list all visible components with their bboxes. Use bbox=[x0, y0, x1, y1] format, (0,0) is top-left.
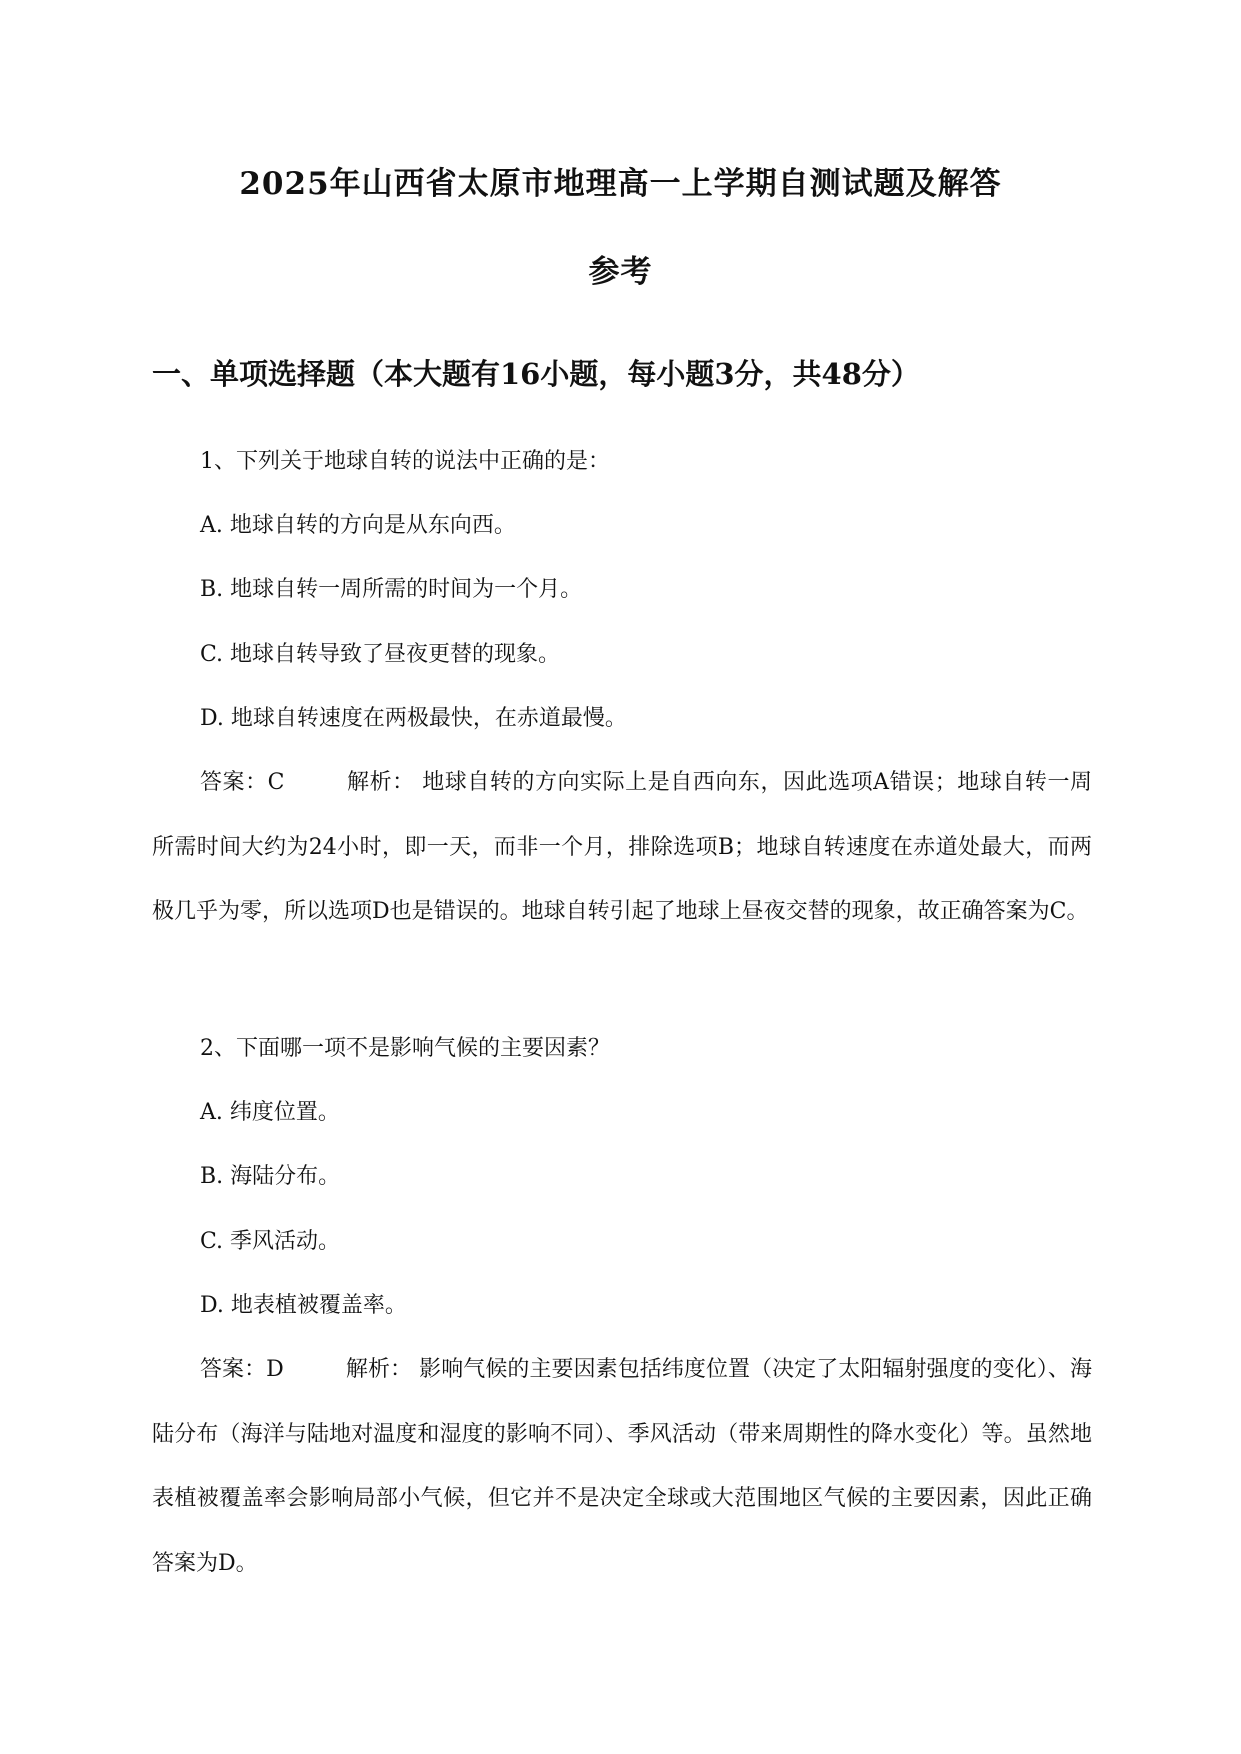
question-2-analysis-text: 影响气候的主要因素包括纬度位置（决定了太阳辐射强度的变化）、海陆分布（海洋与陆地对温度和湿度的影响不同）、季风活动（带来周期性的降水变化）等。虽然地表植被覆盖率会影响局部小气候，但它并不是决定全球或大范围地区气候的主要因素，因此正确答案为D。 bbox=[152, 1357, 1092, 1576]
question-1-answer-analysis bbox=[152, 751, 1092, 945]
question-2-answer: 答案：D bbox=[200, 1357, 284, 1382]
question-1-option-a: A. 地球自转的方向是从东向西。 bbox=[200, 513, 516, 538]
question-2-option-b: B. 海陆分布。 bbox=[200, 1164, 341, 1189]
document-title-continued: 参考 bbox=[588, 254, 653, 290]
question-1-option-b: B. 地球自转一周所需的时间为一个月。 bbox=[200, 577, 583, 602]
question-1-option-c: C. 地球自转导致了昼夜更替的现象。 bbox=[200, 642, 561, 667]
question-1-option-d: D. 地球自转速度在两极最快，在赤道最慢。 bbox=[200, 706, 627, 731]
section-heading: 一、单项选择题（本大题有16小题，每小题3分，共48分） bbox=[152, 357, 920, 391]
document-title: 2025年山西省太原市地理高一上学期自测试题及解答 bbox=[239, 166, 1002, 202]
question-1-analysis-label: 解析： bbox=[346, 770, 415, 795]
question-2-analysis-label: 解析： bbox=[345, 1357, 413, 1382]
question-2-stem: 2、下面哪一项不是影响气候的主要因素？ bbox=[200, 1036, 610, 1061]
question-2-answer-analysis bbox=[152, 1338, 1092, 1596]
question-2-option-c: C. 季风活动。 bbox=[200, 1229, 341, 1254]
question-1-analysis-text: 地球自转的方向实际上是自西向东，因此选项A错误；地球自转一周所需时间大约为24小时，即一天，而非一个月，排除选项B；地球自转速度在赤道处最大，而两极几乎为零，所以选项D也是错误的。地球自转引起了地球上昼夜交替的现象，故正确答案为C。 bbox=[152, 770, 1092, 924]
question-2-option-d: D. 地表植被覆盖率。 bbox=[200, 1293, 407, 1318]
question-1-stem: 1、下列关于地球自转的说法中正确的是： bbox=[200, 449, 610, 474]
question-1-answer: 答案：C bbox=[200, 770, 285, 795]
question-2-option-a: A. 纬度位置。 bbox=[200, 1100, 340, 1125]
